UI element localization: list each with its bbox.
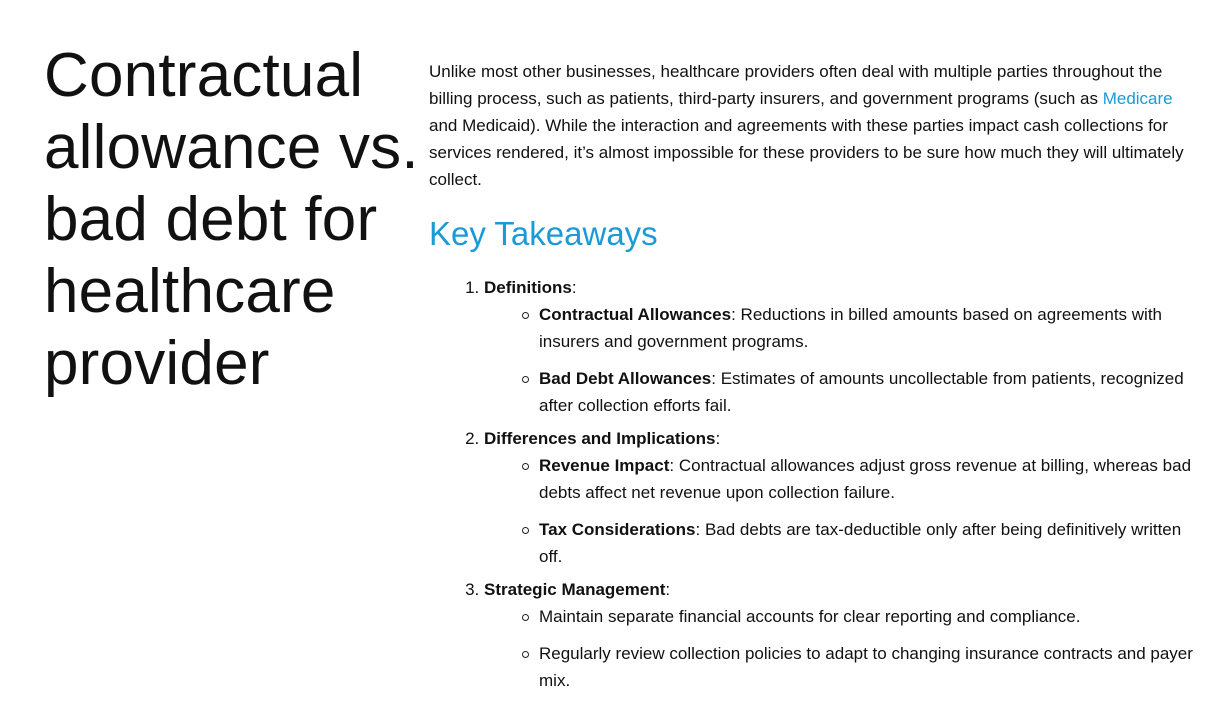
article-body [429,58,1204,700]
takeaway-suffix: : [715,429,721,448]
sub-item-term: Revenue Impact [539,456,670,475]
takeaways-list [429,274,1204,694]
sub-item-term: Bad Debt Allowances [539,369,712,388]
takeaway-suffix: : [665,580,671,599]
intro-text-end: and Medicaid). While the interaction and agreements with these parties impact cash collections for services rendered, it’s almost impossible for these providers to be sure how much they will ultimately collect. [429,116,1184,189]
intro-text-start: Unlike most other businesses, healthcare providers often deal with multiple parties throughout the billing process, such as patients, third-party insurers, and government programs (such as [429,62,1163,108]
sub-item [539,516,1204,570]
intro-paragraph [429,58,1204,193]
takeaway-item-differences [484,425,1204,570]
circle-bullet-icon [522,651,529,658]
circle-bullet-icon [522,527,529,534]
sub-item-text: : Contractual allowances adjust gross revenue at billing, whereas bad debts affect net revenue upon collection failure. [539,456,1192,502]
takeaway-sublist [484,452,1204,570]
sub-item [539,603,1204,630]
takeaway-item-strategic [484,576,1204,694]
sub-item [539,365,1204,419]
sub-item-text: : Estimates of amounts uncollectable from patients, recognized after collection efforts fail. [539,369,1184,415]
circle-bullet-icon [522,312,529,319]
key-takeaways-heading: Key Takeaways [429,215,658,252]
circle-bullet-icon [522,376,529,383]
takeaway-item-definitions [484,274,1204,419]
takeaway-sublist [484,603,1204,694]
medicare-link[interactable]: Medicare [1102,89,1173,108]
takeaway-sublist [484,301,1204,419]
sub-item-text: : Bad debts are tax-deductible only after being definitively written off. [539,520,1182,566]
sub-item [539,301,1204,355]
circle-bullet-icon [522,614,529,621]
sub-item [539,452,1204,506]
sub-item [539,640,1204,694]
sub-item-text: Regularly review collection policies to adapt to changing insurance contracts and payer mix. [539,644,1193,690]
takeaway-suffix: : [571,278,577,297]
takeaway-label: Strategic Management [484,580,666,599]
takeaway-label: Definitions [484,278,572,297]
page-title: Contractual allowance vs. bad debt for healthcare provider [44,41,419,398]
sub-item-text: Maintain separate financial accounts for clear reporting and compliance. [539,607,1081,626]
sub-item-term: Contractual Allowances [539,305,732,324]
sub-item-text: : Reductions in billed amounts based on agreements with insurers and government programs. [539,305,1163,351]
circle-bullet-icon [522,463,529,470]
takeaway-label: Differences and Implications [484,429,716,448]
sub-item-term: Tax Considerations [539,520,696,539]
